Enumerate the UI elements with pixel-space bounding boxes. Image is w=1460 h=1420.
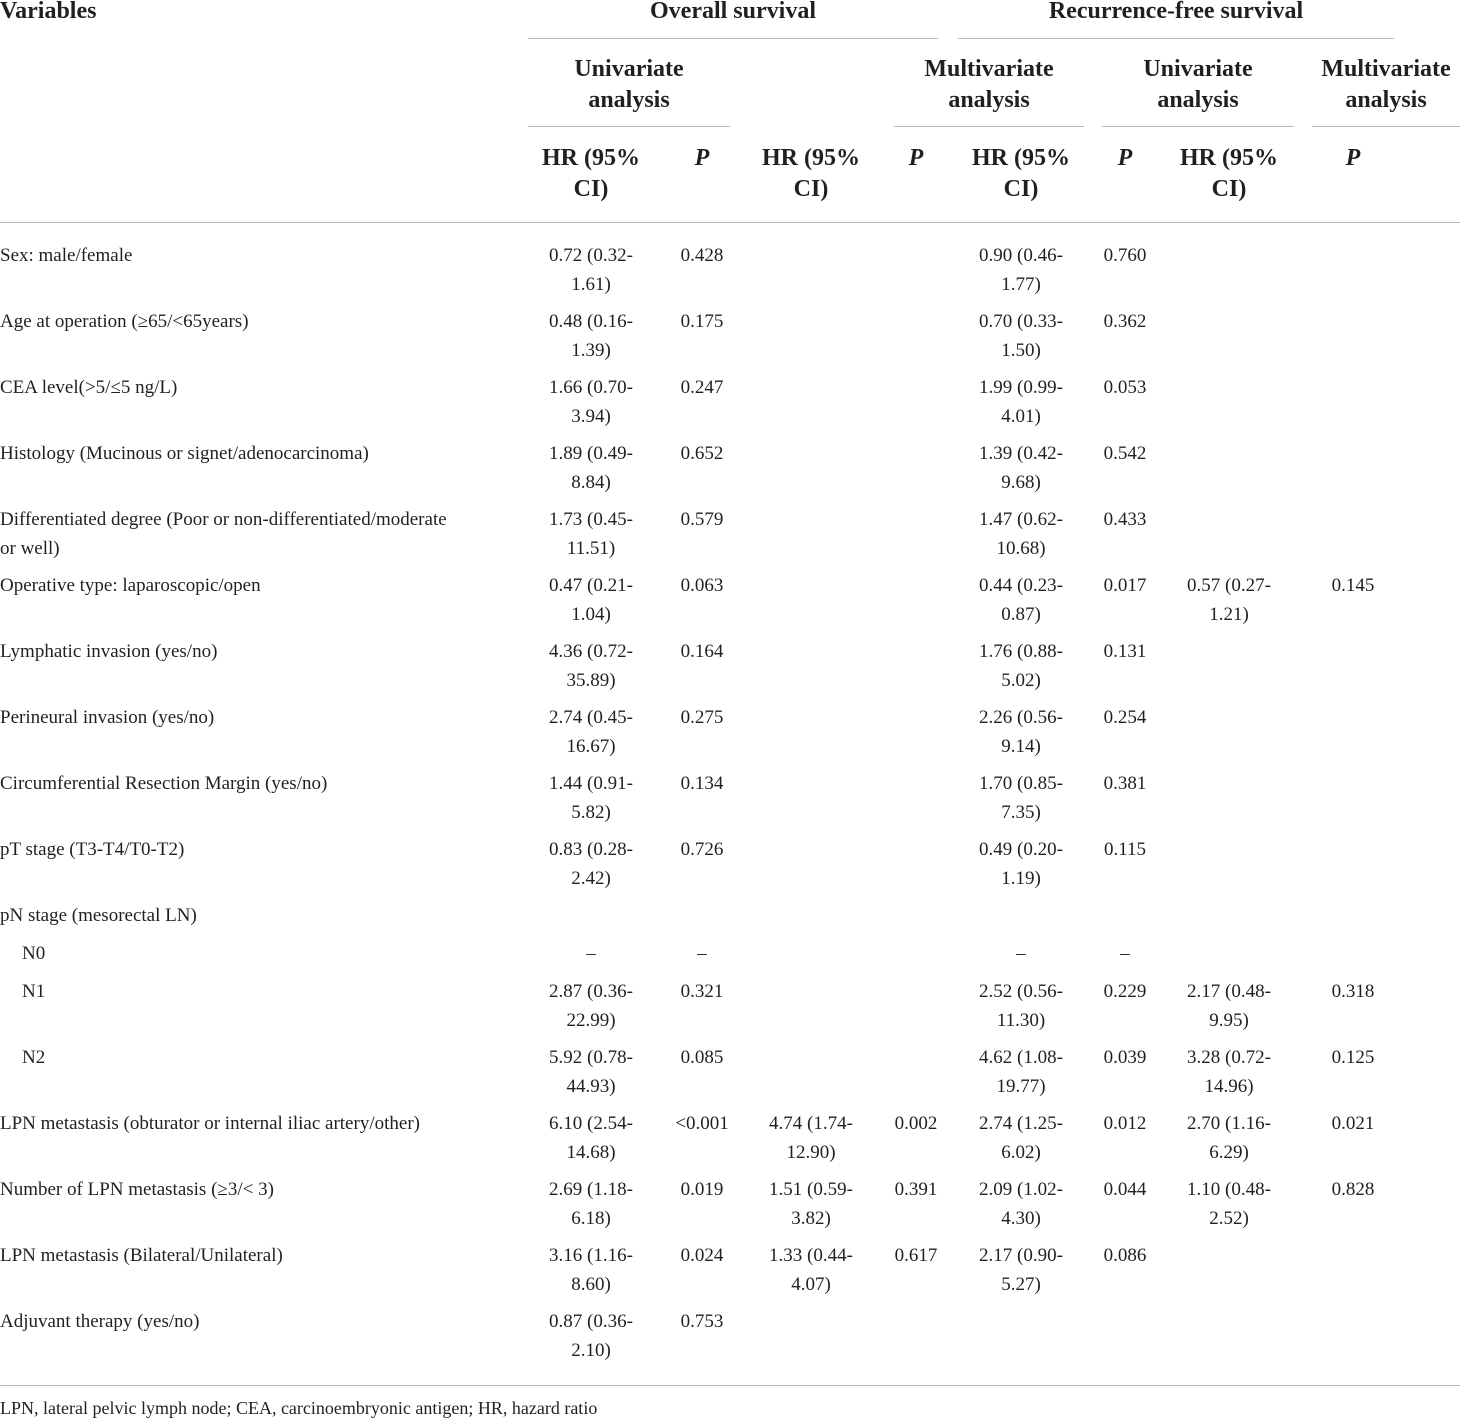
cell-os-univariate-p: 0.085: [680, 1047, 724, 1068]
cell-rfs-multivariate-hr: 0.57 (0.27- 1.21): [1187, 575, 1271, 625]
cell-os-univariate-p: 0.275: [680, 707, 724, 728]
cell-os-multivariate-hr: 4.74 (1.74- 12.90): [769, 1113, 853, 1163]
cell-os-univariate-p: 0.164: [680, 641, 724, 662]
cell-os-univariate-hr: 0.47 (0.21- 1.04): [549, 575, 633, 625]
cell-os-univariate-p: 0.652: [680, 443, 724, 464]
cell-rfs-univariate-hr: 1.47 (0.62- 10.68): [979, 509, 1063, 559]
cell-rfs-univariate-p: 0.362: [1103, 311, 1147, 332]
cell-os-univariate-hr: 1.66 (0.70- 3.94): [549, 377, 633, 427]
cell-variable: Differentiated degree (Poor or non-differentiated/moderate or well): [0, 509, 447, 559]
cell-rfs-univariate-hr: 2.52 (0.56- 11.30): [979, 981, 1063, 1031]
cell-os-univariate-p: 0.753: [680, 1311, 724, 1332]
cell-os-univariate-hr: 4.36 (0.72- 35.89): [549, 641, 633, 691]
header-rfs-uni-hr: HR (95% CI): [972, 145, 1070, 202]
cell-variable: LPN metastasis (Bilateral/Unilateral): [0, 1245, 283, 1266]
cell-variable: Age at operation (≥65/<65years): [0, 311, 249, 332]
header-os-uni-p: P: [694, 145, 710, 171]
cell-rfs-univariate-p: 0.086: [1103, 1245, 1147, 1266]
table-footnote: LPN, lateral pelvic lymph node; CEA, carcinoembryonic antigen; HR, hazard ratio: [0, 1398, 598, 1418]
header-os-multi-hr: HR (95% CI): [762, 145, 860, 202]
cell-variable: N2: [22, 1047, 46, 1068]
cell-rfs-univariate-hr: 2.26 (0.56- 9.14): [979, 707, 1063, 757]
cell-os-univariate-p: 0.321: [680, 981, 724, 1002]
cell-os-univariate-hr: 3.16 (1.16- 8.60): [549, 1245, 633, 1295]
cell-os-univariate-p: 0.063: [680, 575, 724, 596]
cell-os-univariate-p: 0.247: [680, 377, 724, 398]
cell-rfs-univariate-hr: 0.44 (0.23- 0.87): [979, 575, 1063, 625]
cell-rfs-univariate-p: 0.229: [1103, 981, 1147, 1002]
cell-os-univariate-p: 0.134: [680, 773, 724, 794]
cell-variable: LPN metastasis (obturator or internal iliac artery/other): [0, 1113, 420, 1134]
cell-variable: CEA level(>5/≤5 ng/L): [0, 377, 178, 398]
header-rfs-multi-p: P: [1345, 145, 1361, 171]
cell-os-multivariate-p: 0.391: [894, 1179, 938, 1200]
cell-variable: pT stage (T3-T4/T0-T2): [0, 839, 185, 860]
cell-variable: Operative type: laparoscopic/open: [0, 575, 261, 596]
cell-os-univariate-p: 0.726: [680, 839, 724, 860]
cell-variable: N0: [22, 943, 46, 964]
cell-rfs-univariate-p: 0.115: [1103, 839, 1147, 860]
cell-os-univariate-p: –: [697, 943, 707, 964]
cell-variable: pN stage (mesorectal LN): [0, 905, 197, 926]
header-os-univariate: Univariate analysis: [574, 56, 684, 113]
cell-rfs-univariate-hr: 2.09 (1.02- 4.30): [979, 1179, 1063, 1229]
cell-rfs-univariate-hr: 0.70 (0.33- 1.50): [979, 311, 1063, 361]
cell-os-multivariate-p: 0.002: [894, 1113, 938, 1134]
header-os-multi-p: P: [908, 145, 924, 171]
cell-variable: Lymphatic invasion (yes/no): [0, 641, 218, 662]
header-os-multivariate: Multivariate analysis: [924, 56, 1054, 113]
cell-rfs-multivariate-p: 0.318: [1331, 981, 1375, 1002]
cell-rfs-univariate-hr: 1.99 (0.99- 4.01): [979, 377, 1063, 427]
cell-variable: Sex: male/female: [0, 245, 133, 266]
cell-os-univariate-hr: 0.48 (0.16- 1.39): [549, 311, 633, 361]
cell-rfs-multivariate-hr: 1.10 (0.48- 2.52): [1187, 1179, 1271, 1229]
cell-rfs-univariate-p: 0.254: [1103, 707, 1147, 728]
cell-rfs-univariate-hr: 2.17 (0.90- 5.27): [979, 1245, 1063, 1295]
header-overall-survival: Overall survival: [650, 0, 816, 24]
cell-os-univariate-p: 0.019: [680, 1179, 724, 1200]
cell-os-univariate-hr: 1.89 (0.49- 8.84): [549, 443, 633, 493]
cell-rfs-multivariate-p: 0.145: [1331, 575, 1375, 596]
cell-os-univariate-hr: 2.74 (0.45- 16.67): [549, 707, 633, 757]
cell-os-multivariate-hr: 1.51 (0.59- 3.82): [769, 1179, 853, 1229]
cell-os-univariate-hr: 2.69 (1.18- 6.18): [549, 1179, 633, 1229]
cell-rfs-univariate-hr: 1.76 (0.88- 5.02): [979, 641, 1063, 691]
cell-rfs-univariate-p: 0.433: [1103, 509, 1147, 530]
cell-os-univariate-hr: 0.72 (0.32- 1.61): [549, 245, 633, 295]
cell-rfs-univariate-p: 0.131: [1103, 641, 1147, 662]
header-rfs-uni-p: P: [1117, 145, 1133, 171]
cell-os-univariate-p: 0.428: [680, 245, 724, 266]
cell-os-multivariate-p: 0.617: [894, 1245, 938, 1266]
cell-variable: N1: [22, 981, 46, 1002]
cell-rfs-univariate-p: 0.044: [1103, 1179, 1147, 1200]
cell-rfs-univariate-hr: 2.74 (1.25- 6.02): [979, 1113, 1063, 1163]
cell-rfs-univariate-hr: 1.70 (0.85- 7.35): [979, 773, 1063, 823]
cell-rfs-univariate-p: 0.760: [1103, 245, 1147, 266]
cell-rfs-univariate-hr: 0.90 (0.46- 1.77): [979, 245, 1063, 295]
cell-os-univariate-hr: 6.10 (2.54- 14.68): [549, 1113, 633, 1163]
cell-rfs-multivariate-hr: 2.70 (1.16- 6.29): [1187, 1113, 1271, 1163]
header-rfs-multivariate: Multivariate analysis: [1321, 56, 1451, 113]
cell-rfs-multivariate-p: 0.021: [1331, 1113, 1375, 1134]
cell-variable: Perineural invasion (yes/no): [0, 707, 215, 728]
cell-os-univariate-p: 0.024: [680, 1245, 724, 1266]
cell-rfs-univariate-p: 0.381: [1103, 773, 1147, 794]
cell-os-univariate-hr: 1.44 (0.91- 5.82): [549, 773, 633, 823]
header-variables: Variables: [0, 0, 97, 24]
header-os-uni-hr: HR (95% CI): [542, 145, 640, 202]
header-rfs-univariate: Univariate analysis: [1143, 56, 1253, 113]
cell-os-univariate-p: <0.001: [675, 1113, 729, 1134]
cell-rfs-univariate-p: 0.542: [1103, 443, 1147, 464]
header-rfs-multi-hr: HR (95% CI): [1180, 145, 1278, 202]
cell-rfs-multivariate-hr: 2.17 (0.48- 9.95): [1187, 981, 1271, 1031]
cell-os-univariate-hr: 5.92 (0.78- 44.93): [549, 1047, 633, 1097]
cell-rfs-univariate-p: 0.039: [1103, 1047, 1147, 1068]
cell-os-multivariate-hr: 1.33 (0.44- 4.07): [769, 1245, 853, 1295]
cell-rfs-univariate-p: –: [1120, 943, 1130, 964]
cell-rfs-multivariate-p: 0.828: [1331, 1179, 1375, 1200]
cell-rfs-univariate-hr: 0.49 (0.20- 1.19): [979, 839, 1063, 889]
cell-variable: Adjuvant therapy (yes/no): [0, 1311, 200, 1332]
cell-variable: Circumferential Resection Margin (yes/no): [0, 773, 328, 794]
cell-os-univariate-hr: 0.83 (0.28- 2.42): [549, 839, 633, 889]
cell-rfs-univariate-hr: 4.62 (1.08- 19.77): [979, 1047, 1063, 1097]
cell-rfs-multivariate-p: 0.125: [1331, 1047, 1375, 1068]
rule-table-bottom: [0, 1385, 1460, 1386]
cell-os-univariate-hr: 0.87 (0.36- 2.10): [549, 1311, 633, 1361]
cell-rfs-univariate-hr: –: [1016, 943, 1026, 964]
cell-os-univariate-p: 0.175: [680, 311, 724, 332]
cell-rfs-multivariate-hr: 3.28 (0.72- 14.96): [1187, 1047, 1271, 1097]
cell-os-univariate-hr: 1.73 (0.45- 11.51): [549, 509, 633, 559]
cell-rfs-univariate-p: 0.017: [1103, 575, 1147, 596]
cell-os-univariate-p: 0.579: [680, 509, 724, 530]
cell-os-univariate-hr: –: [586, 943, 596, 964]
cell-variable: Number of LPN metastasis (≥3/< 3): [0, 1179, 274, 1200]
cell-rfs-univariate-p: 0.012: [1103, 1113, 1147, 1134]
header-recurrence-free-survival: Recurrence-free survival: [1048, 0, 1304, 24]
cell-variable: Histology (Mucinous or signet/adenocarcinoma): [0, 443, 369, 464]
cell-os-univariate-hr: 2.87 (0.36- 22.99): [549, 981, 633, 1031]
cell-rfs-univariate-hr: 1.39 (0.42- 9.68): [979, 443, 1063, 493]
cell-rfs-univariate-p: 0.053: [1103, 377, 1147, 398]
